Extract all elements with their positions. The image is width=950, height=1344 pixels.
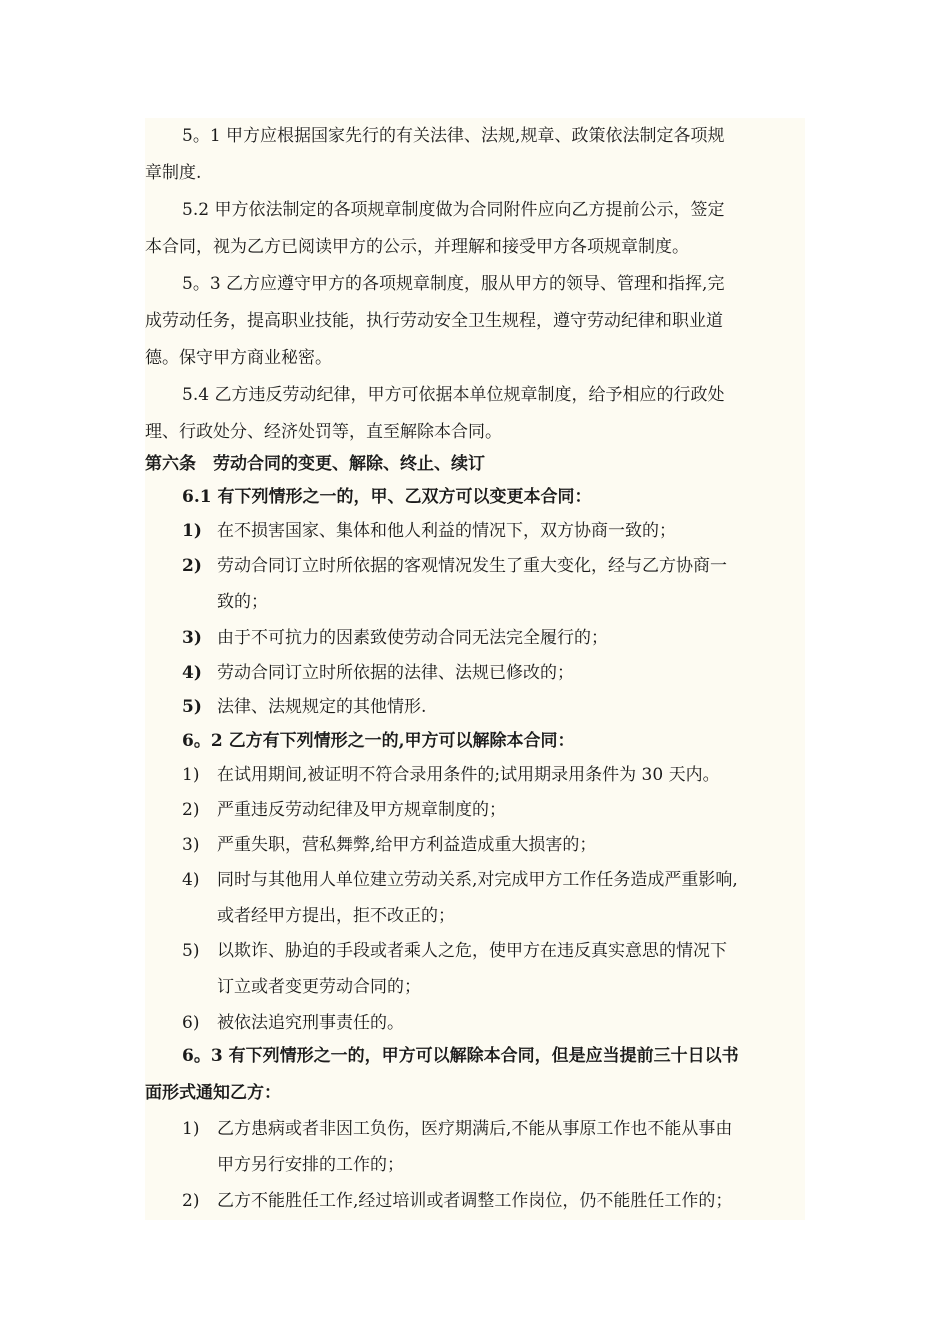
item-continuation: 或者经甲方提出，拒不改正的； xyxy=(145,898,805,935)
item-text: 乙方不能胜任工作,经过培训或者调整工作岗位，仍不能胜任工作的； xyxy=(217,1191,733,1211)
list-item xyxy=(145,1005,805,1042)
list-item xyxy=(145,862,805,899)
item-number: 6) xyxy=(182,1013,200,1033)
list-item xyxy=(145,1111,805,1148)
clause-6-2-title: 6。2 乙方有下列情形之一的,甲方可以解除本合同： xyxy=(145,723,805,760)
item-text: 严重失职，营私舞弊,给甲方利益造成重大损害的； xyxy=(217,835,597,855)
item-number: 5) xyxy=(182,941,200,961)
item-text: 乙方患病或者非因工负伤，医疗期满后,不能从事原工作也不能从事由 xyxy=(217,1119,733,1139)
list-item xyxy=(145,757,805,794)
item-number: 2) xyxy=(182,556,202,576)
item-continuation: 订立或者变更劳动合同的； xyxy=(145,969,805,1006)
item-text: 由于不可抗力的因素致使劳动合同无法完全履行的； xyxy=(217,628,608,648)
list-item xyxy=(145,689,805,726)
item-text: 被依法追究刑事责任的。 xyxy=(217,1013,404,1033)
item-number: 4) xyxy=(182,870,200,890)
item-continuation: 致的； xyxy=(145,584,805,621)
item-number: 1) xyxy=(182,521,202,541)
list-item xyxy=(145,513,805,550)
item-text: 严重违反劳动纪律及甲方规章制度的； xyxy=(217,800,506,820)
clause-5-1-line-1: 5。1 甲方应根据国家先行的有关法律、法规,规章、政策依法制定各项规 xyxy=(145,118,805,155)
item-text: 劳动合同订立时所依据的法律、法规已修改的； xyxy=(217,663,574,683)
list-item xyxy=(145,827,805,864)
item-number: 2) xyxy=(182,1191,200,1211)
clause-5-2-line-1: 5.2 甲方依法制定的各项规章制度做为合同附件应向乙方提前公示，签定 xyxy=(145,192,805,229)
item-number: 1) xyxy=(182,1119,200,1139)
clause-6-3-title-line-1: 6。3 有下列情形之一的，甲方可以解除本合同，但是应当提前三十日以书 xyxy=(145,1038,805,1075)
list-item xyxy=(145,655,805,692)
list-item xyxy=(145,620,805,657)
item-number: 5) xyxy=(182,697,202,717)
article-6-heading: 第六条 劳动合同的变更、解除、终止、续订 xyxy=(145,446,805,483)
list-item xyxy=(145,1183,805,1220)
clause-6-3-title-line-2: 面形式通知乙方： xyxy=(145,1075,805,1112)
item-continuation: 甲方另行安排的工作的； xyxy=(145,1147,805,1184)
item-text: 以欺诈、胁迫的手段或者乘人之危，使甲方在违反真实意思的情况下 xyxy=(217,941,727,961)
clause-5-3-line-3: 德。保守甲方商业秘密。 xyxy=(145,340,805,377)
clause-5-1-line-2: 章制度. xyxy=(145,155,805,192)
item-text: 劳动合同订立时所依据的客观情况发生了重大变化，经与乙方协商一 xyxy=(217,556,727,576)
clause-5-4-line-1: 5.4 乙方违反劳动纪律，甲方可依据本单位规章制度，给予相应的行政处 xyxy=(145,377,805,414)
item-number: 3) xyxy=(182,835,200,855)
item-number: 3) xyxy=(182,628,202,648)
clause-5-4-line-2: 理、行政处分、经济处罚等，直至解除本合同。 xyxy=(145,414,805,451)
item-text: 在不损害国家、集体和他人利益的情况下，双方协商一致的； xyxy=(217,521,676,541)
list-item xyxy=(145,792,805,829)
clause-6-1-title: 6.1 有下列情形之一的，甲、乙双方可以变更本合同： xyxy=(145,479,805,516)
clause-5-3-line-1: 5。3 乙方应遵守甲方的各项规章制度，服从甲方的领导、管理和指挥,完 xyxy=(145,266,805,303)
item-text: 法律、法规规定的其他情形. xyxy=(217,697,427,717)
list-item xyxy=(145,933,805,970)
item-number: 4) xyxy=(182,663,202,683)
clause-5-2-line-2: 本合同，视为乙方已阅读甲方的公示，并理解和接受甲方各项规章制度。 xyxy=(145,229,805,266)
list-item xyxy=(145,548,805,585)
item-number: 1) xyxy=(182,765,200,785)
clause-5-3-line-2: 成劳动任务，提高职业技能，执行劳动安全卫生规程，遵守劳动纪律和职业道 xyxy=(145,303,805,340)
item-number: 2) xyxy=(182,800,200,820)
item-text: 同时与其他用人单位建立劳动关系,对完成甲方工作任务造成严重影响, xyxy=(217,870,738,890)
item-text: 在试用期间,被证明不符合录用条件的;试用期录用条件为 30 天内。 xyxy=(217,765,720,785)
